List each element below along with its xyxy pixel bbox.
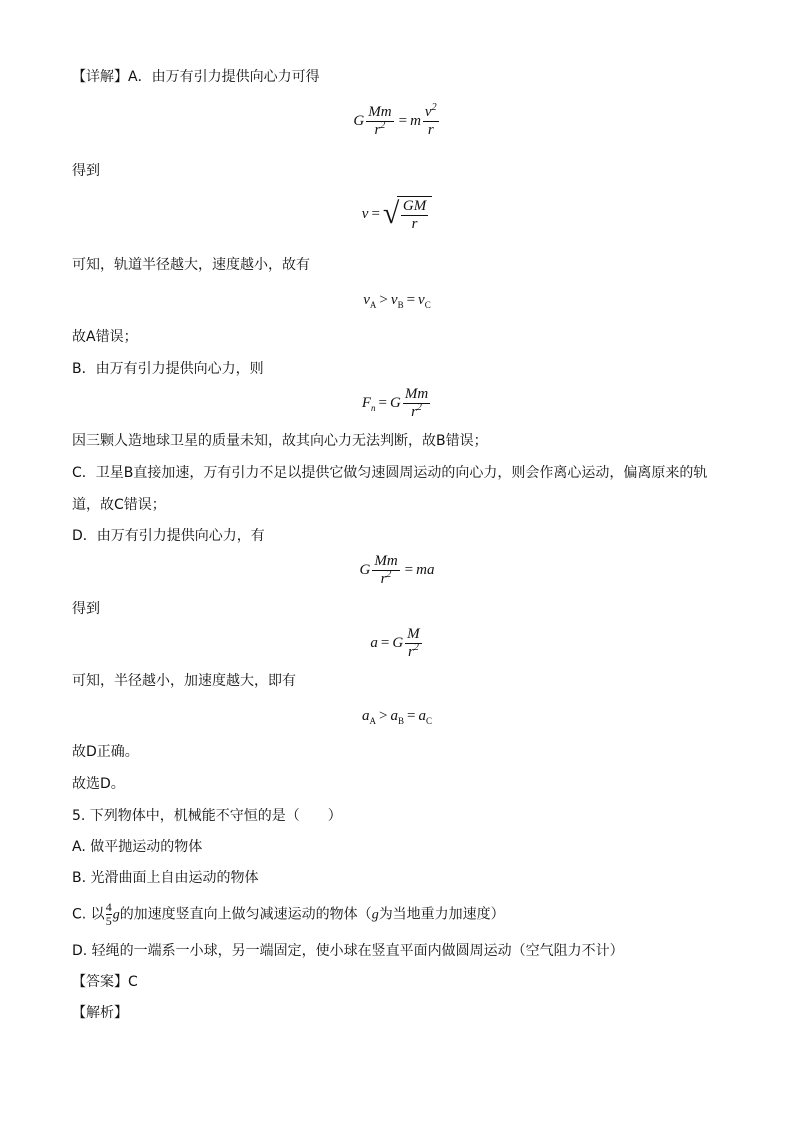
equation-velocity-compare: $v_A > v_B = v_C$ (363, 292, 431, 310)
fraction-numerator: 4 (105, 900, 112, 914)
analysis-heading: 【解析】 (72, 1005, 128, 1021)
answer: 【答案】C (72, 974, 138, 990)
text-line: B．由万有引力提供向心力，则 (72, 361, 264, 377)
option-c-prefix: C. 以 (72, 906, 105, 923)
text-line: 因三颗人造地球卫星的质量未知，故其向心力无法判断，故B错误； (72, 433, 488, 449)
text-line: 故D正确。 (72, 744, 139, 760)
text-line: 可知，半径越小，加速度越大，即有 (72, 673, 296, 689)
option-b: B. 光滑曲面上自由运动的物体 (72, 870, 259, 886)
option-d: D. 轻绳的一端系一小球，另一端固定，使小球在竖直平面内做圆周运动（空气阻力不计） (72, 943, 624, 959)
option-c-suffix: 的加速度竖直向上做匀减速运动的物体（ (119, 906, 372, 923)
equation-acceleration: a = G $\frac{M}{r^2}$ (370, 626, 420, 660)
equation-gravity-acceleration: G $\frac{Mm}{r^2}$ = ma (359, 553, 435, 587)
question-stem: 5. 下列物体中，机械能不守恒的是（ ） (72, 808, 342, 824)
text-line: 可知，轨道半径越大，速度越小，故有 (72, 257, 310, 273)
text-line: 得到 (72, 601, 100, 617)
text-line: C．卫星B直接加速，万有引力不足以提供它做匀速圆周运动的向心力，则会作离心运动，偏离原来的轨 (72, 465, 708, 481)
equation-gravity-centripetal: G $\frac{Mm}{r^2}$ = m $\frac{v^2}{r}$ (353, 102, 437, 138)
option-c-suffix2: 为当地重力加速度） (378, 906, 505, 923)
option-c-fraction (106, 901, 112, 928)
equation-acceleration-compare: $a_A > a_B = a_C$ (362, 708, 432, 726)
equation-velocity: v = √ $\frac{GM}{r}$ (0, 196, 794, 233)
text-line: D．由万有引力提供向心力，有 (72, 528, 265, 544)
equation-centripetal-force: $F_n = G$ $\frac{Mm}{r^2}$ (361, 386, 429, 420)
option-c (72, 901, 505, 928)
text-line: 故A错误； (72, 329, 138, 345)
text-line: 道，故C错误； (72, 497, 166, 513)
text-line: 得到 (72, 163, 100, 179)
option-c-var2: g (371, 907, 379, 923)
text-line: 【详解】A．由万有引力提供向心力可得 (72, 69, 320, 85)
fraction-denominator: 5 (105, 914, 112, 928)
text-line: 故选D。 (72, 776, 125, 792)
option-c-var: g (112, 907, 120, 923)
option-a: A. 做平抛运动的物体 (72, 839, 203, 855)
